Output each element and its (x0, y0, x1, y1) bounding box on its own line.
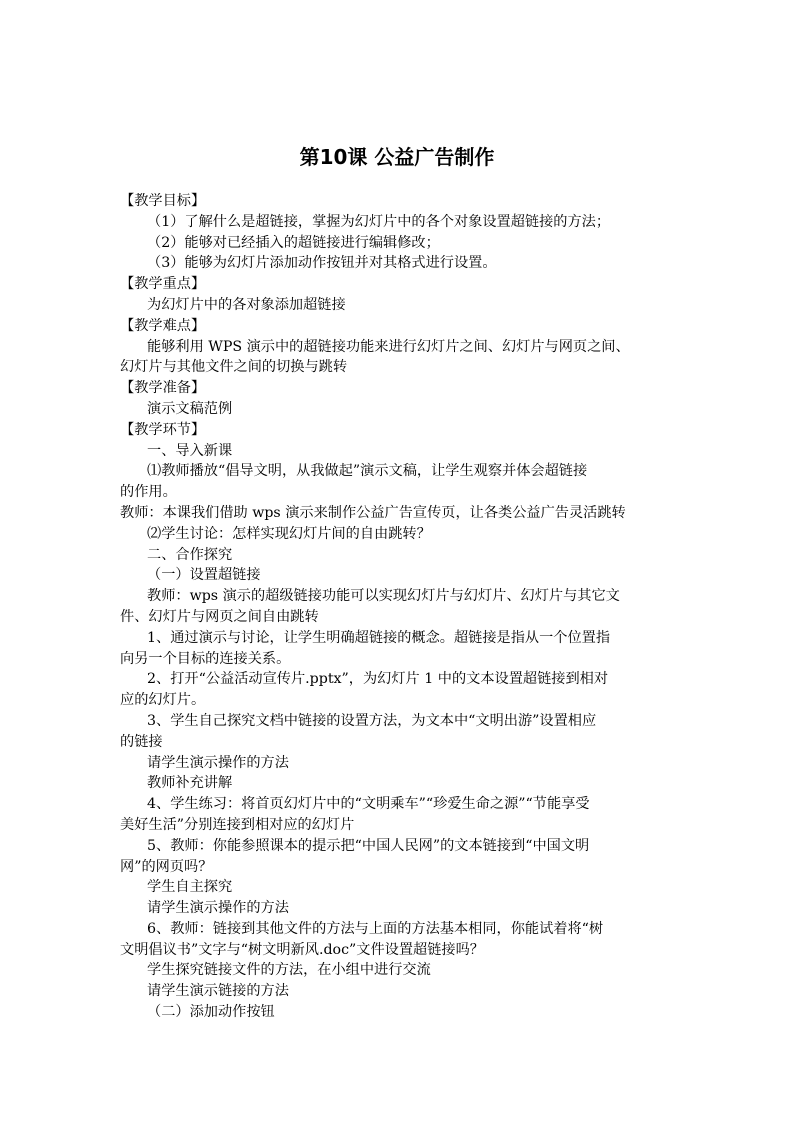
subheading-set-hyperlinks: （一）设置超链接 (147, 567, 261, 584)
paragraph-line: 学生自主探究 (147, 879, 233, 896)
paragraph-line: 请学生演示操作的方法 (147, 754, 289, 771)
paragraph-line: 的链接 (120, 733, 163, 750)
lesson-body (120, 191, 690, 1023)
paragraph-line: 5、教师：你能参照课本的提示把“中国人民网”的文本链接到“中国文明 (147, 837, 590, 854)
paragraph-line: 的作用。 (120, 484, 177, 501)
section-heading-preparation: 【教学准备】 (120, 380, 206, 397)
paragraph-line: ⑵学生讨论：怎样实现幻灯片间的自由跳转？ (147, 525, 431, 542)
paragraph-line: 2、打开“公益活动宣传片.pptx”，为幻灯片 1 中的文本设置超链接到相对 (147, 671, 609, 688)
paragraph-line: 3、学生自己探究文档中链接的设置方法，为文本中“文明出游”设置相应 (147, 712, 597, 729)
paragraph-line: 文明倡议书”文字与“树文明新风.doc”文件设置超链接吗？ (120, 941, 484, 958)
paragraph-line: 美好生活”分别连接到相对应的幻灯片 (120, 816, 355, 833)
step-heading-introduction: 一、导入新课 (147, 442, 233, 459)
paragraph-line: 教师补充讲解 (147, 775, 233, 792)
paragraph-line: 向另一个目标的连接关系。 (120, 650, 291, 667)
objective-item-1: （1）了解什么是超链接，掌握为幻灯片中的各个对象设置超链接的方法； (147, 213, 611, 230)
preparation-text: 演示文稿范例 (147, 400, 233, 417)
paragraph-line: 应的幻灯片。 (120, 692, 206, 709)
section-heading-objectives: 【教学目标】 (120, 193, 206, 209)
paragraph-line: 网”的网页吗？ (120, 858, 213, 875)
paragraph-line: 请学生演示链接的方法 (147, 983, 289, 1000)
objective-item-2: （2）能够对已经插入的超链接进行编辑修改； (147, 234, 440, 251)
paragraph-line: 请学生演示操作的方法 (147, 900, 289, 917)
difficulty-text-line-2: 幻灯片与其他文件之间的切换与跳转 (120, 359, 348, 376)
objective-item-3: （3）能够为幻灯片添加动作按钮并对其格式进行设置。 (147, 255, 497, 272)
step-heading-cooperative-exploration: 二、合作探究 (147, 546, 233, 563)
paragraph-line: 1、通过演示与讨论，让学生明确超链接的概念。超链接是指从一个位置指 (147, 629, 611, 646)
paragraph-line: 4、学生练习：将首页幻灯片中的“文明乘车”“珍爱生命之源”“节能享受 (147, 796, 590, 813)
paragraph-line: 教师：wps 演示的超级链接功能可以实现幻灯片与幻灯片、幻灯片与其它文 (147, 588, 620, 605)
difficulty-text-line-1: 能够利用 WPS 演示中的超链接功能来进行幻灯片之间、幻灯片与网页之间、 (147, 338, 630, 355)
paragraph-line: 学生探究链接文件的方法，在小组中进行交流 (147, 962, 431, 979)
paragraph-line: 教师：本课我们借助 wps 演示来制作公益广告宣传页，让各类公益广告灵活跳转 (120, 504, 626, 521)
key-point-text: 为幻灯片中的各对象添加超链接 (147, 296, 346, 313)
paragraph-line: 件、幻灯片与网页之间自由跳转 (120, 608, 319, 625)
section-heading-procedure: 【教学环节】 (120, 421, 206, 438)
lesson-title: 第10课 公益广告制作 (299, 145, 495, 169)
paragraph-line: ⑴教师播放“倡导文明，从我做起”演示文稿，让学生观察并体会超链接 (147, 463, 588, 480)
paragraph-line: 6、教师：链接到其他文件的方法与上面的方法基本相同，你能试着将“树 (147, 920, 604, 937)
section-heading-key-points: 【教学重点】 (120, 276, 206, 293)
subheading-add-action-buttons: （二）添加动作按钮 (147, 1004, 275, 1021)
section-heading-difficulties: 【教学难点】 (120, 317, 206, 334)
